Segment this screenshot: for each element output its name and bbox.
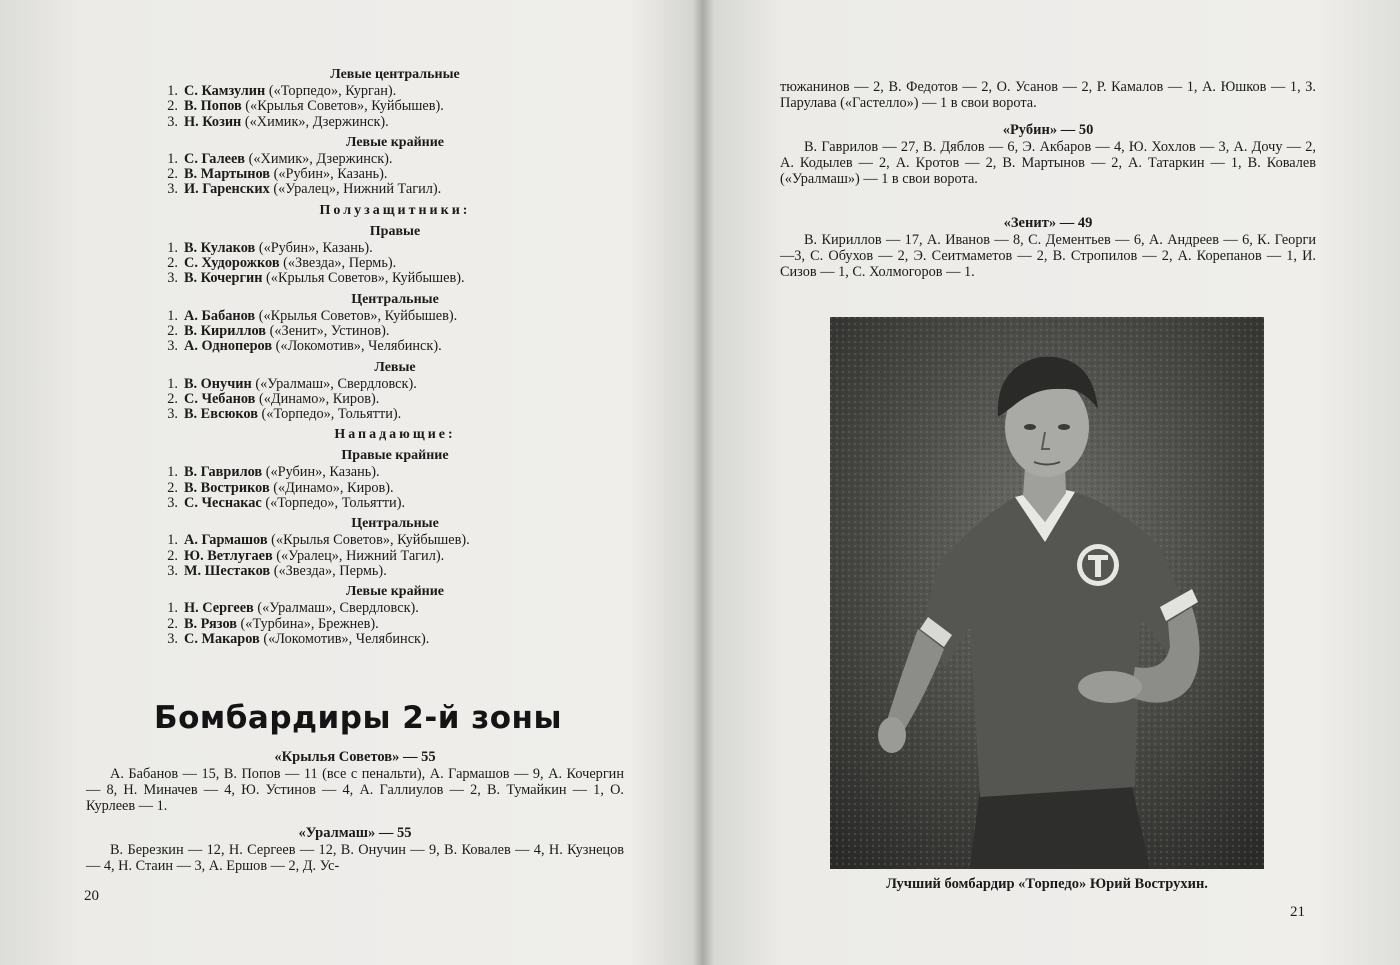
roster-heading: Центральные [351,291,439,307]
roster-item-number: 1. [167,532,178,549]
roster-item-number: 1. [167,464,178,481]
roster-item [160,182,630,197]
roster-item [160,167,630,182]
roster-item-number: 3. [167,495,178,512]
player-club: («Торпедо», Курган). [268,83,397,99]
player-name: С. Галеев [184,150,246,167]
roster-item-number: 2. [167,98,178,115]
page-number: 20 [84,888,99,904]
roster-item [160,99,630,114]
roster-item-number: 2. [167,255,178,272]
player-name: С. Камзулин [184,83,266,99]
player-name: В. Кулаков [184,239,256,256]
roster-item [160,256,630,271]
roster-item [160,339,630,354]
player-club: («Рубин», Казань). [258,239,373,256]
team-heading: «Рубин» — 50 [1002,122,1094,138]
player-club: («Крылья Советов», Куйбышев). [258,307,458,324]
player-club: («Крылья Советов», Куйбышев). [266,270,465,287]
roster-item [160,115,630,130]
player-club: («Крылья Советов», Куйбышев). [245,98,444,115]
roster-item [160,465,630,480]
player-club: («Зенит», Устинов). [269,322,390,339]
roster-heading: Левые крайние [345,134,445,150]
player-photo-illustration [830,317,1264,869]
player-name: М. Шестаков [184,562,271,579]
continuation-block [780,80,1316,112]
roster-heading: Левые центральные [330,67,460,82]
player-club: («Торпедо», Тольятти). [265,495,406,512]
roster-item [160,549,630,564]
player-name: А. Одноперов [184,338,273,355]
roster-item-number: 2. [167,322,178,339]
roster-item [160,377,630,392]
player-name: С. Худорожков [184,255,280,272]
player-photo [830,317,1264,869]
roster-item-number: 1. [167,600,178,617]
roster-item [160,392,630,407]
player-name: А. Гармашов [184,532,268,549]
roster-heading: Правые крайние [341,448,449,464]
player-name: С. Чеснакас [184,495,262,512]
player-club: («Уралмаш», Свердловск). [255,375,417,392]
team-scorers-block [86,748,624,814]
roster-item-number: 3. [167,406,178,423]
team-heading: «Зенит» — 49 [1003,215,1093,231]
roster-item [160,632,630,647]
player-club: («Локомотив», Челябинск). [263,630,430,647]
roster-heading: Центральные [351,516,439,532]
player-club: («Уралец», Нижний Тагил). [276,547,445,564]
roster-heading: Полузащитники: [319,202,471,218]
team-scorers-block [86,824,624,875]
roster-item-number: 1. [167,239,178,256]
roster-item-number: 2. [167,547,178,564]
roster-item-number: 1. [167,83,178,99]
player-name: В. Кочергин [184,270,263,287]
roster-item-number: 1. [167,150,178,167]
player-club: («Турбина», Брежнев). [240,615,379,632]
player-club: («Локомотив», Челябинск). [275,338,442,355]
roster-item-number: 2. [167,479,178,496]
roster-item [160,152,630,167]
team-heading: «Крылья Советов» — 55 [274,749,436,765]
roster-item-number: 3. [167,113,178,130]
roster-item-number: 3. [167,338,178,355]
roster-item-number: 3. [167,630,178,647]
player-club: («Динамо», Киров). [273,479,394,496]
player-name: В. Гаврилов [184,464,263,481]
player-club: («Химик», Дзержинск). [248,150,393,167]
roster-item [160,84,630,99]
player-name: В. Мартынов [184,166,271,183]
player-name: В. Онучин [184,375,252,392]
roster-item [160,271,630,286]
player-name: С. Чебанов [184,390,256,407]
player-club: («Динамо», Киров). [258,390,380,407]
roster-item [160,617,630,632]
roster-item-number: 1. [167,307,178,324]
player-club: («Звезда», Пермь). [283,255,397,272]
player-name: В. Евсюков [184,406,258,423]
roster-item-number: 3. [167,562,178,579]
player-club: («Звезда», Пермь). [273,562,387,579]
roster-item-number: 3. [167,181,178,198]
player-club: («Торпедо», Тольятти). [261,406,402,423]
roster-heading: Левые крайние [345,584,445,600]
roster-item [160,601,630,616]
player-name: Ю. Ветлугаев [184,547,273,564]
player-name: Н. Сергеев [184,600,254,617]
player-name: Н. Козин [184,113,242,130]
roster-item [160,481,630,496]
player-name: С. Макаров [184,630,260,647]
roster-heading: Левые [374,359,416,375]
roster-item-number: 2. [167,166,178,183]
roster-item-number: 3. [167,270,178,287]
player-name: А. Бабанов [184,307,256,324]
team-scorers-text: А. Бабанов — 15, В. Попов — 11 (все с пенальти), А. Гармашов — 9, А. Кочергин — 8, Н. Миначев — 4, Ю. Устинов — 4, А. Галлиулов — 2, В. Тумайкин — 1, О. Курлеев — 1. [86,766,624,814]
photo-caption: Лучший бомбардир «Торпедо» Юрий Вострухин. [886,876,1208,892]
roster-item-number: 1. [167,375,178,392]
continuation-text: тюжанинов — 2, В. Федотов — 2, О. Усанов — 2, Р. Камалов — 1, А. Юшков — 1, З. Парулава («Гастелло») — 1 в свои ворота. [780,79,1316,111]
roster-item [160,241,630,256]
player-name: В. Востриков [184,479,270,496]
player-club: («Химик», Дзержинск). [244,113,389,130]
team-scorers-block [780,121,1316,187]
roster-item [160,496,630,511]
team-heading: «Уралмаш» — 55 [298,825,412,841]
player-club: («Рубин», Казань). [273,166,388,183]
player-club: («Крылья Советов», Куйбышев). [271,532,470,549]
roster-item [160,324,630,339]
team-scorers-block [780,214,1316,280]
roster-item [160,564,630,579]
roster-item-number: 2. [167,615,178,632]
team-scorers-text: В. Гаврилов — 27, В. Дяблов — 6, Э. Акбаров — 4, Ю. Хохлов — 3, А. Дочу — 2, А. Кодылев — 2, А. Кротов — 2, В. Мартынов — 2, А. Татаркин — 1, В. Ковалев («Уралмаш») — 1 в свои ворота. [780,139,1316,187]
roster-item [160,533,630,548]
player-club: («Уралец», Нижний Тагил). [273,181,442,198]
player-name: В. Кириллов [184,322,267,339]
roster-item-number: 2. [167,390,178,407]
team-scorers-text: В. Березкин — 12, Н. Сергеев — 12, В. Онучин — 9, В. Ковалев — 4, Н. Кузнецов — 4, Н. Стаин — 3, А. Ершов — 2, Д. Ус- [86,842,624,874]
player-name: В. Рязов [184,615,237,632]
player-name: И. Гаренских [184,181,270,198]
scorers-title: Бомбардиры 2-й зоны [153,700,562,736]
roster-item [160,309,630,324]
roster-heading: Правые [369,223,421,239]
player-roster [160,62,630,647]
player-club: («Рубин», Казань). [265,464,380,481]
page-number: 21 [1290,904,1305,920]
roster-item [160,407,630,422]
player-name: В. Попов [184,98,242,115]
team-scorers-text: В. Кириллов — 17, А. Иванов — 8, С. Дементьев — 6, А. Андреев — 6, К. Георги —3, С. Обухов — 2, Э. Сеитмаметов — 2, В. Стропилов — 2, А. Корепанов — 1, И. Сизов — 1, С. Холмогоров — 1. [780,232,1316,280]
right-page [702,0,1400,965]
player-club: («Уралмаш», Свердловск). [257,600,419,617]
roster-heading: Нападающие: [334,427,456,443]
